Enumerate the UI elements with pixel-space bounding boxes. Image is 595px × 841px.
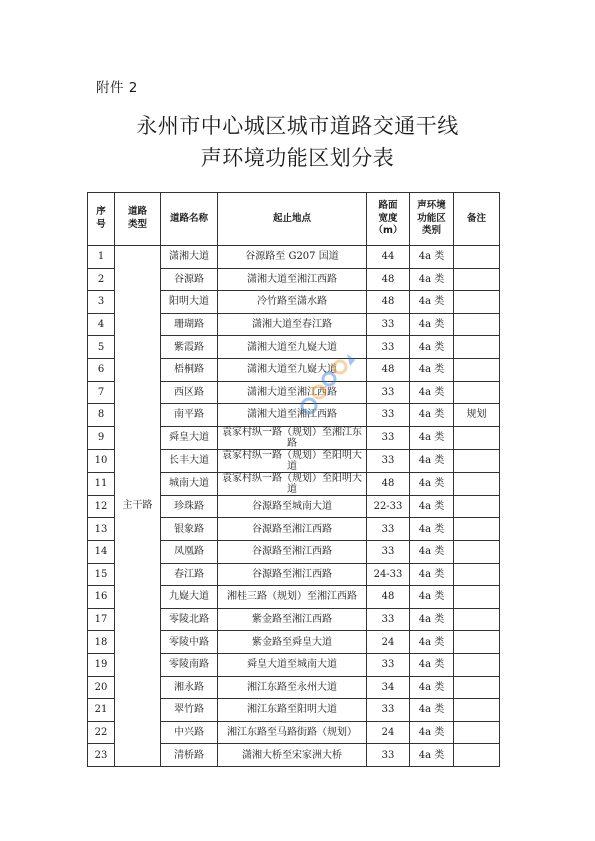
row-remark (454, 449, 500, 472)
row-seq: 14 (88, 540, 115, 563)
row-extent: 谷源路至湘江西路 (218, 518, 367, 541)
row-extent: 冷竹路至潇水路 (218, 291, 367, 314)
row-width: 48 (367, 268, 410, 291)
row-extent: 湘江东路至马路街路（规划） (218, 721, 367, 744)
row-zone: 4a 类 (410, 313, 454, 336)
header-width-line: （m） (373, 225, 403, 237)
row-road-name: 零陵北路 (161, 608, 218, 631)
header-remark-line: 备注 (466, 212, 486, 224)
row-remark (454, 426, 500, 449)
row-zone: 4a 类 (410, 358, 454, 381)
row-seq: 6 (88, 358, 115, 381)
row-remark: 规划 (454, 404, 500, 427)
row-width: 48 (367, 358, 410, 381)
row-road-name: 谷源路 (161, 268, 218, 291)
row-extent: 潇湘大道至湘江西路 (218, 268, 367, 291)
row-extent: 袁家村纵一路（规划）至湘江东路 (218, 426, 367, 449)
row-seq: 21 (88, 699, 115, 722)
row-remark (454, 313, 500, 336)
row-seq: 19 (88, 653, 115, 676)
row-seq: 9 (88, 426, 115, 449)
row-road-name: 长丰大道 (161, 449, 218, 472)
row-seq: 12 (88, 495, 115, 518)
row-remark (454, 586, 500, 609)
header-extent-line: 起止地点 (272, 212, 311, 224)
row-seq: 16 (88, 586, 115, 609)
row-remark (454, 676, 500, 699)
row-extent: 潇湘大桥至宋家洲大桥 (218, 744, 367, 767)
row-road-name: 舜皇大道 (161, 426, 218, 449)
row-width: 22-33 (367, 495, 410, 518)
row-zone: 4a 类 (410, 653, 454, 676)
header-road-name (161, 193, 218, 246)
header-road-type-line: 类型 (127, 219, 147, 230)
row-road-name: 春江路 (161, 563, 218, 586)
row-width: 33 (367, 518, 410, 541)
header-zone-line: 功能区 (417, 212, 446, 224)
header-seq-line: 序 (96, 206, 106, 218)
row-remark (454, 381, 500, 404)
row-road-name: 珊瑚路 (161, 313, 218, 336)
row-zone: 4a 类 (410, 381, 454, 404)
row-road-name: 清桥路 (161, 744, 218, 767)
row-remark (454, 721, 500, 744)
row-remark (454, 291, 500, 314)
row-remark (454, 563, 500, 586)
row-width: 33 (367, 336, 410, 359)
row-width: 33 (367, 744, 410, 767)
row-road-name: 城南大道 (161, 472, 218, 495)
row-width: 33 (367, 699, 410, 722)
header-road-type-line: 道路 (127, 206, 147, 218)
row-remark (454, 608, 500, 631)
row-zone: 4a 类 (410, 291, 454, 314)
row-zone: 4a 类 (410, 540, 454, 563)
header-zone-line: 声环境 (417, 199, 446, 211)
row-road-name: 湘永路 (161, 676, 218, 699)
row-extent: 潇湘大道至湘江西路 (218, 404, 367, 427)
row-extent: 谷源路至 G207 国道 (218, 246, 367, 269)
row-extent: 谷源路至湘江西路 (218, 563, 367, 586)
row-width: 33 (367, 449, 410, 472)
row-zone: 4a 类 (410, 518, 454, 541)
row-width: 33 (367, 608, 410, 631)
row-extent: 谷源路至城南大道 (218, 495, 367, 518)
row-width: 33 (367, 653, 410, 676)
row-zone: 4a 类 (410, 449, 454, 472)
row-width: 34 (367, 676, 410, 699)
row-extent: 湘江东路至永州大道 (218, 676, 367, 699)
row-seq: 11 (88, 472, 115, 495)
row-zone: 4a 类 (410, 336, 454, 359)
row-remark (454, 246, 500, 269)
row-zone: 4a 类 (410, 744, 454, 767)
row-zone: 4a 类 (410, 699, 454, 722)
row-road-name: 西区路 (161, 381, 218, 404)
row-zone: 4a 类 (410, 586, 454, 609)
row-seq: 23 (88, 744, 115, 767)
row-width: 33 (367, 313, 410, 336)
row-zone: 4a 类 (410, 608, 454, 631)
row-extent: 紫金路至舜皇大道 (218, 631, 367, 654)
row-road-name: 零陵中路 (161, 631, 218, 654)
noise-zone-table (87, 192, 500, 767)
row-remark (454, 336, 500, 359)
header-road-type (115, 193, 161, 246)
row-road-name: 银象路 (161, 518, 218, 541)
row-road-name: 梧桐路 (161, 358, 218, 381)
row-width: 24 (367, 631, 410, 654)
header-road-name-line: 道路名称 (169, 212, 208, 224)
row-seq: 7 (88, 381, 115, 404)
row-extent: 潇湘大道至九嶷大道 (218, 358, 367, 381)
row-zone: 4a 类 (410, 246, 454, 269)
row-road-name: 中兴路 (161, 721, 218, 744)
row-seq: 8 (88, 404, 115, 427)
row-extent: 袁家村纵一路（规划）至阳明大道 (218, 472, 367, 495)
row-road-name: 凤凰路 (161, 540, 218, 563)
header-seq (88, 193, 115, 246)
row-seq: 10 (88, 449, 115, 472)
row-road-name: 翠竹路 (161, 699, 218, 722)
row-zone: 4a 类 (410, 495, 454, 518)
row-extent: 潇湘大道至春江路 (218, 313, 367, 336)
row-remark (454, 495, 500, 518)
row-width: 33 (367, 426, 410, 449)
header-width-line: 路面 (378, 199, 398, 211)
row-remark (454, 358, 500, 381)
header-seq-line: 号 (96, 219, 106, 230)
row-extent: 潇湘大道至九嶷大道 (218, 336, 367, 359)
row-remark (454, 540, 500, 563)
row-seq: 3 (88, 291, 115, 314)
row-seq: 20 (88, 676, 115, 699)
table-row (88, 246, 500, 269)
row-remark (454, 653, 500, 676)
row-width: 24-33 (367, 563, 410, 586)
row-width: 48 (367, 586, 410, 609)
document-title-line2: 声环境功能区划分表 (200, 146, 395, 170)
row-width: 24 (367, 721, 410, 744)
attachment-label: 附件 2 (96, 80, 138, 96)
table-header-row (88, 193, 500, 246)
row-remark (454, 268, 500, 291)
row-seq: 5 (88, 336, 115, 359)
row-zone: 4a 类 (410, 404, 454, 427)
row-seq: 2 (88, 268, 115, 291)
header-remark (454, 193, 500, 246)
document-title-line1: 永州市中心城区城市道路交通干线 (136, 114, 459, 138)
row-seq: 22 (88, 721, 115, 744)
row-road-name: 紫霞路 (161, 336, 218, 359)
row-extent: 紫金路至湘江西路 (218, 608, 367, 631)
row-road-name: 阳明大道 (161, 291, 218, 314)
row-width: 33 (367, 540, 410, 563)
row-road-name: 珍珠路 (161, 495, 218, 518)
road-type-merged-cell: 主干路 (115, 246, 161, 767)
row-seq: 18 (88, 631, 115, 654)
row-width: 48 (367, 291, 410, 314)
header-zone (410, 193, 454, 246)
row-seq: 17 (88, 608, 115, 631)
row-road-name: 零陵南路 (161, 653, 218, 676)
row-extent: 潇湘大道至湘江西路 (218, 381, 367, 404)
row-extent: 舜皇大道至城南大道 (218, 653, 367, 676)
row-zone: 4a 类 (410, 631, 454, 654)
row-road-name: 南平路 (161, 404, 218, 427)
row-remark (454, 744, 500, 767)
row-width: 33 (367, 381, 410, 404)
row-width: 44 (367, 246, 410, 269)
row-seq: 1 (88, 246, 115, 269)
row-remark (454, 518, 500, 541)
row-width: 48 (367, 472, 410, 495)
row-zone: 4a 类 (410, 563, 454, 586)
row-remark (454, 631, 500, 654)
header-extent (218, 193, 367, 246)
header-zone-line: 类别 (421, 225, 441, 237)
row-road-name: 九嶷大道 (161, 586, 218, 609)
row-width: 33 (367, 404, 410, 427)
row-extent: 袁家村纵一路（规划）至阳明大道 (218, 449, 367, 472)
row-seq: 4 (88, 313, 115, 336)
row-remark (454, 699, 500, 722)
row-road-name: 潇湘大道 (161, 246, 218, 269)
row-zone: 4a 类 (410, 426, 454, 449)
table-body (88, 246, 500, 767)
row-zone: 4a 类 (410, 721, 454, 744)
row-extent: 谷源路至湘江西路 (218, 540, 367, 563)
row-extent: 湘江东路至阳明大道 (218, 699, 367, 722)
row-extent: 湘桂三路（规划）至湘江西路 (218, 586, 367, 609)
row-remark (454, 472, 500, 495)
row-seq: 13 (88, 518, 115, 541)
row-zone: 4a 类 (410, 268, 454, 291)
header-width (367, 193, 410, 246)
row-zone: 4a 类 (410, 676, 454, 699)
row-zone: 4a 类 (410, 472, 454, 495)
row-seq: 15 (88, 563, 115, 586)
header-width-line: 宽度 (378, 212, 398, 224)
